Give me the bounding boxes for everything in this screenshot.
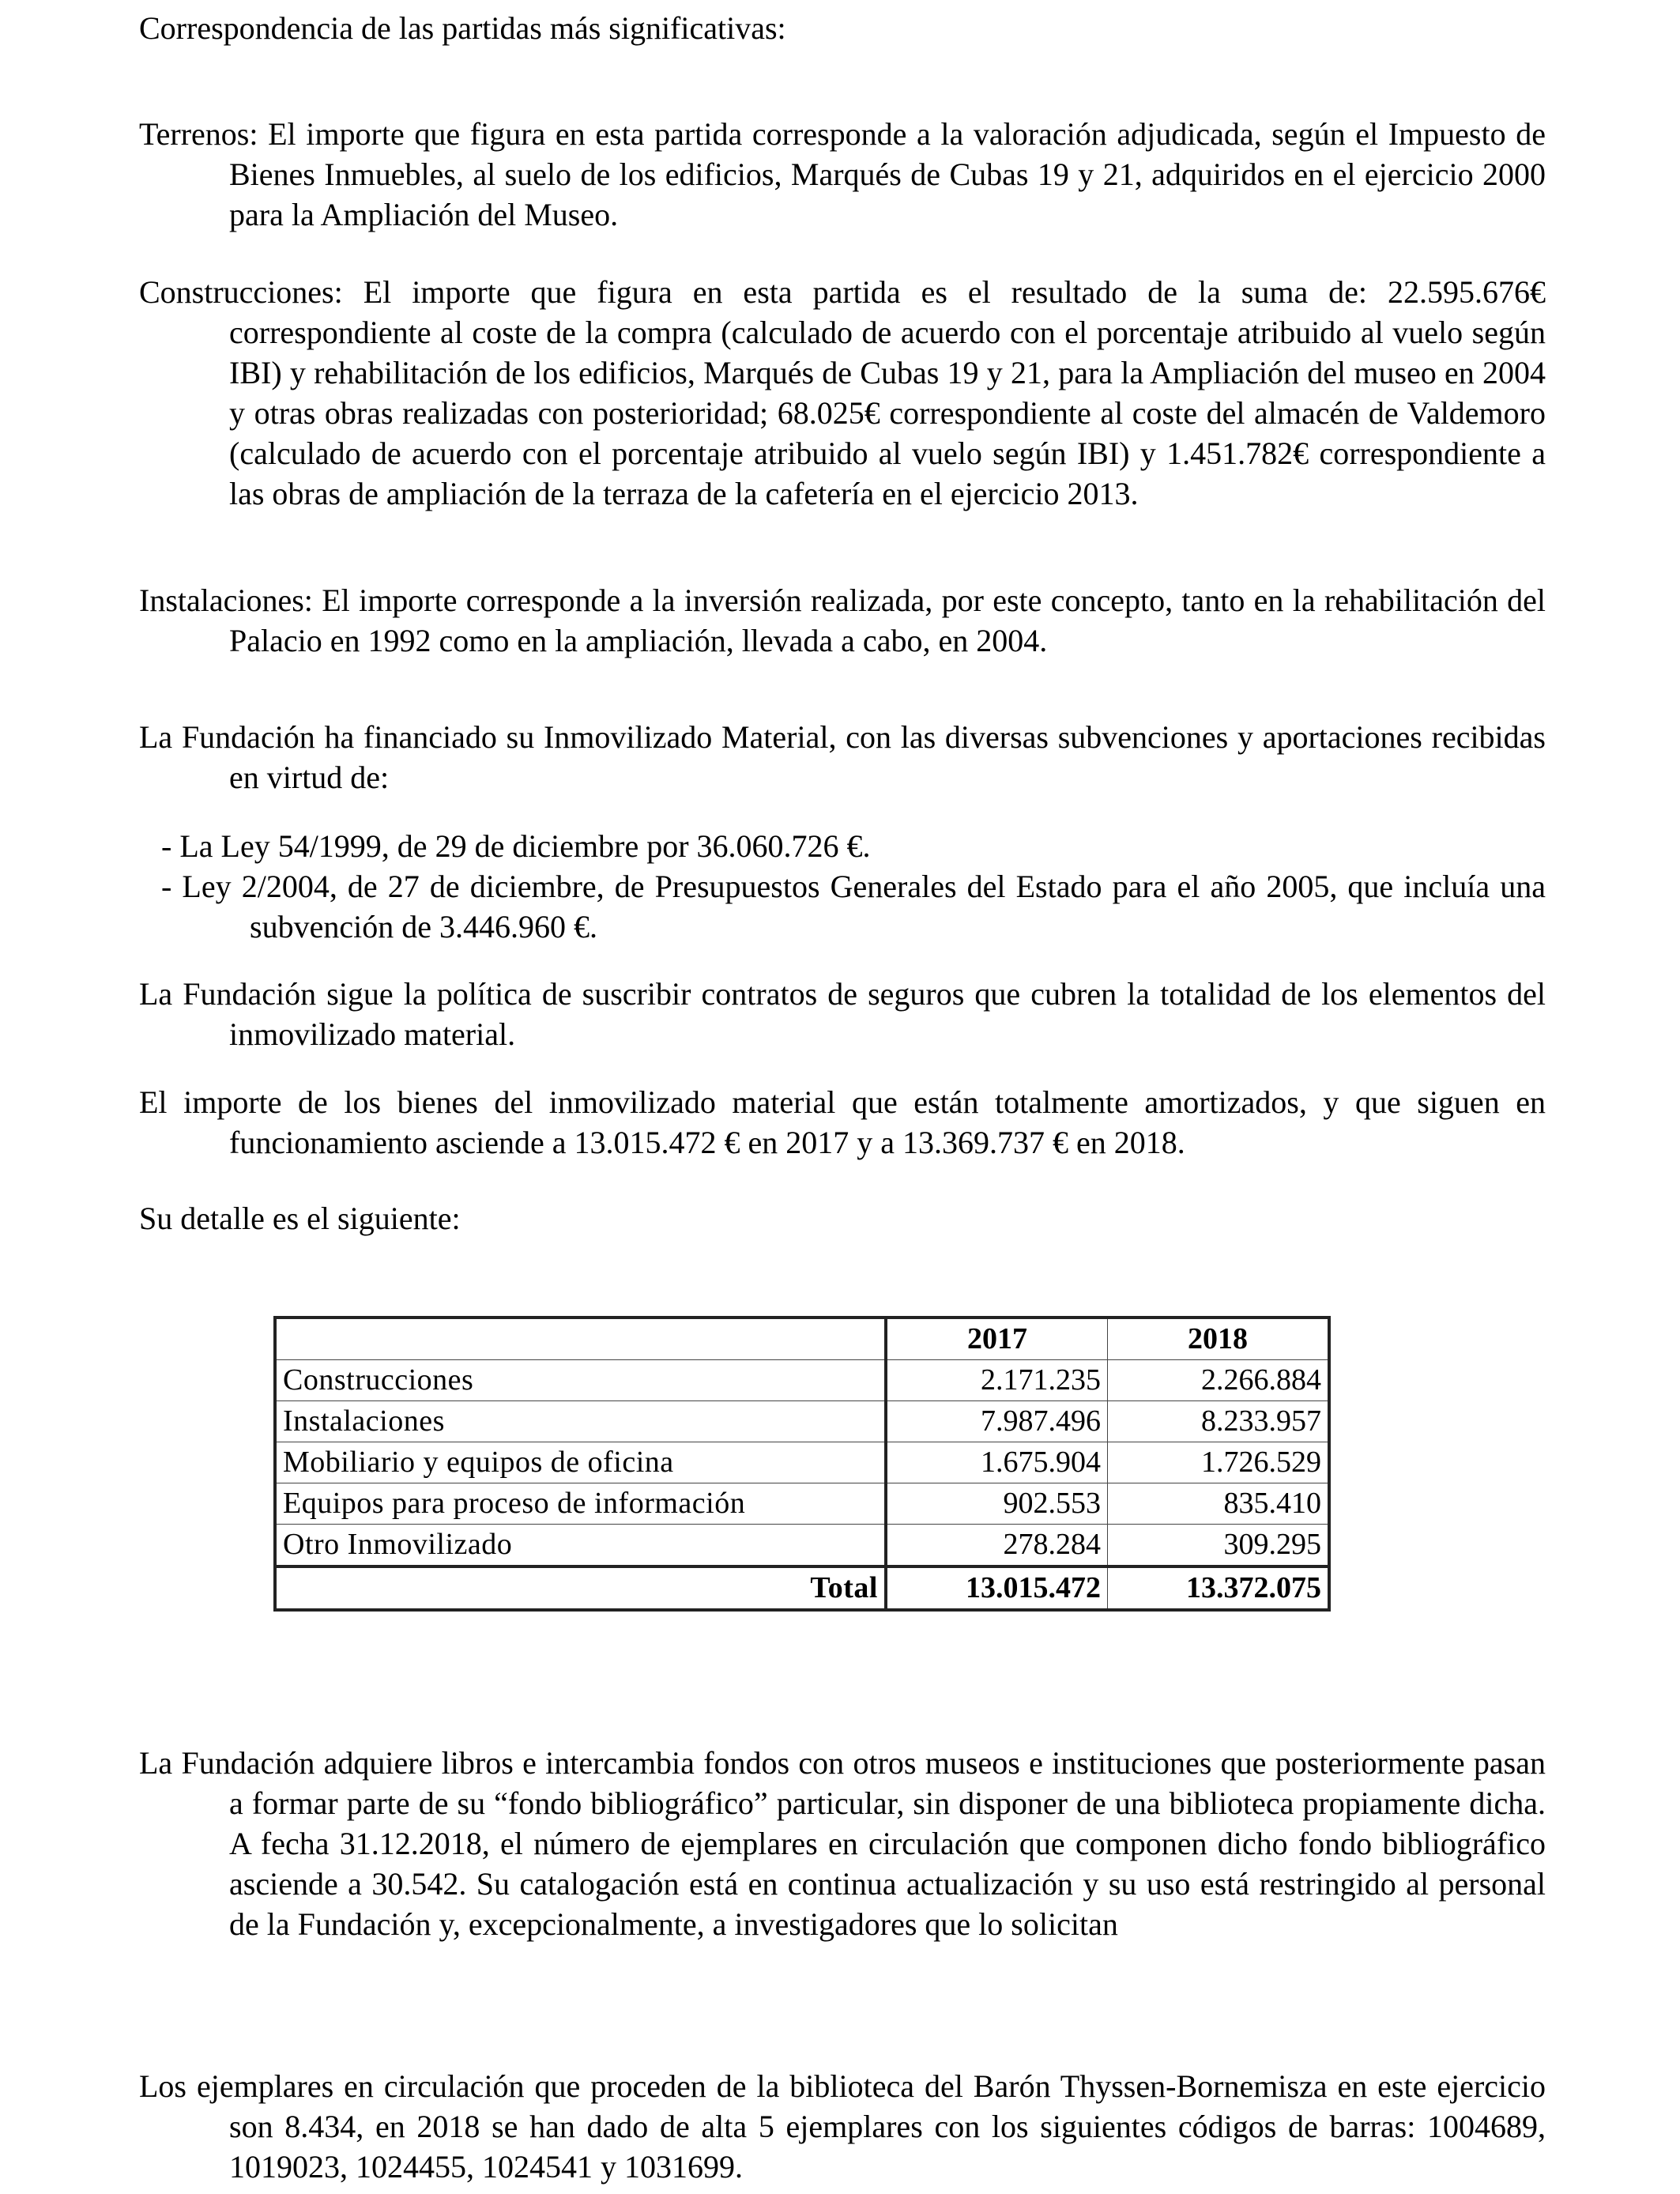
section-heading: Correspondencia de las partidas más significativas: xyxy=(139,10,786,46)
row-label: Otro Inmovilizado xyxy=(275,1525,886,1567)
table-total-row xyxy=(275,1566,1329,1610)
list-item-ley-1999: - La Ley 54/1999, de 29 de diciembre por 36.060.726 €. xyxy=(161,828,871,864)
value-2017: 7.987.496 xyxy=(886,1401,1108,1442)
paragraph-ejemplares: Los ejemplares en circulación que proceden de la biblioteca del Barón Thyssen-Bornemisza en este ejercicio son 8.434, en 2018 se han dado de alta 5 ejemplares con los siguientes códigos de barras: 1004689, 1019023, 1024455, 1024541 y 1031699. xyxy=(139,2068,1546,2185)
value-2017: 1.675.904 xyxy=(886,1442,1108,1483)
row-label: Instalaciones xyxy=(275,1401,886,1442)
value-2018: 309.295 xyxy=(1108,1525,1330,1567)
table-row xyxy=(275,1360,1329,1401)
table-header-2017: 2017 xyxy=(886,1318,1108,1360)
value-2017: 2.171.235 xyxy=(886,1360,1108,1401)
table-row xyxy=(275,1442,1329,1483)
table-header-row xyxy=(275,1318,1329,1360)
total-2018: 13.372.075 xyxy=(1108,1566,1330,1610)
paragraph-instalaciones: Instalaciones: El importe corresponde a la inversión realizada, por este concepto, tanto en la rehabilitación del Palacio en 1992 como en la ampliación, llevada a cabo, en 2004. xyxy=(139,582,1546,658)
row-label: Construcciones xyxy=(275,1360,886,1401)
table-row xyxy=(275,1401,1329,1442)
paragraph-construcciones: Construcciones: El importe que figura en esta partida es el resultado de la suma de: 22.595.676€ correspondiente al coste de la compra (calculado de acuerdo con el porcentaje atribuido al vuelo según IBI) y rehabilitación de los edificios, Marqués de Cubas 19 y 21, para la Ampliación del museo en 2004 y otras obras realizadas con posterioridad; 68.025€ correspondiente al coste del almacén de Valdemoro (calculado de acuerdo con el porcentaje atribuido al vuelo según IBI) y 1.451.782€ correspondiente a las obras de ampliación de la terraza de la cafetería en el ejercicio 2013. xyxy=(139,274,1546,511)
paragraph-detalle: Su detalle es el siguiente: xyxy=(139,1201,461,1236)
table-row xyxy=(275,1525,1329,1567)
list-item-ley-2004: - Ley 2/2004, de 27 de diciembre, de Presupuestos Generales del Estado para el año 2005, que incluía una subvención de 3.446.960 €. xyxy=(161,869,1546,944)
total-2017: 13.015.472 xyxy=(886,1566,1108,1610)
value-2018: 835.410 xyxy=(1108,1483,1330,1525)
value-2018: 1.726.529 xyxy=(1108,1442,1330,1483)
paragraph-amortizados: El importe de los bienes del inmovilizado material que están totalmente amortizados, y que siguen en funcionamiento asciende a 13.015.472 € en 2017 y a 13.369.737 € en 2018. xyxy=(139,1084,1546,1160)
paragraph-financiacion: La Fundación ha financiado su Inmovilizado Material, con las diversas subvenciones y aportaciones recibidas en virtud de: xyxy=(139,719,1546,795)
paragraph-biblioteca: La Fundación adquiere libros e intercambia fondos con otros museos e instituciones que posteriormente pasan a formar parte de su “fondo bibliográfico” particular, sin disponer de una biblioteca propiamente dicha. A fecha 31.12.2018, el número de ejemplares en circulación que componen dicho fondo bibliográfico asciende a 30.542. Su catalogación está en continua actualización y su uso está restringido al personal de la Fundación y, excepcionalmente, a investigadores que lo solicitan xyxy=(139,1745,1546,1942)
paragraph-terrenos: Terrenos: El importe que figura en esta partida corresponde a la valoración adjudicada, según el Impuesto de Bienes Inmuebles, al suelo de los edificios, Marqués de Cubas 19 y 21, adquiridos en el ejercicio 2000 para la Ampliación del Museo. xyxy=(139,116,1546,232)
table-row xyxy=(275,1483,1329,1525)
table-header-2018: 2018 xyxy=(1108,1318,1330,1360)
row-label: Mobiliario y equipos de oficina xyxy=(275,1442,886,1483)
value-2018: 2.266.884 xyxy=(1108,1360,1330,1401)
value-2017: 278.284 xyxy=(886,1525,1108,1567)
value-2018: 8.233.957 xyxy=(1108,1401,1330,1442)
paragraph-seguros: La Fundación sigue la política de suscribir contratos de seguros que cubren la totalidad de los elementos del inmovilizado material. xyxy=(139,976,1546,1052)
amortized-assets-table xyxy=(273,1316,1331,1612)
row-label: Equipos para proceso de información xyxy=(275,1483,886,1525)
table-header-blank xyxy=(275,1318,886,1360)
value-2017: 902.553 xyxy=(886,1483,1108,1525)
total-label: Total xyxy=(275,1566,886,1610)
